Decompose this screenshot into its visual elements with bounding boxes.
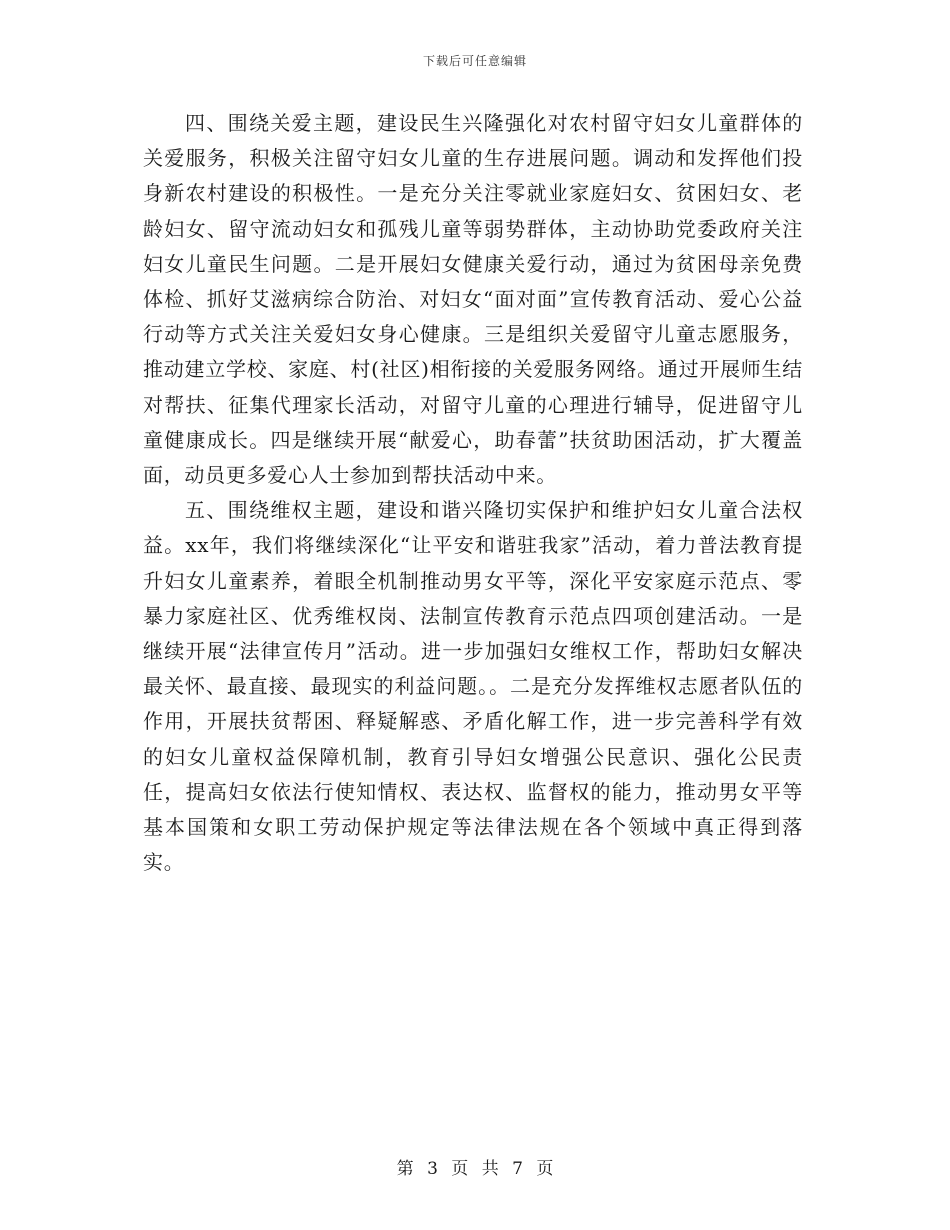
page-header-note: 下载后可任意编辑 [422, 54, 527, 68]
document-body [143, 106, 803, 880]
page-number: 3 [427, 1159, 438, 1179]
paragraph-care-theme: 四、围绕关爱主题，建设民生兴隆强化对农村留守妇女儿童群体的关爱服务，积极关注留守妇女儿童的生存进展问题。调动和发挥他们投身新农村建设的积极性。一是充分关注零就业家庭妇女、贫困妇女、老龄妇女、留守流动妇女和孤残儿童等弱势群体，主动协助党委政府关注妇女儿童民生问题。二是开展妇女健康关爱行动，通过为贫困母亲免费体检、抓好艾滋病综合防治、对妇女“面对面”宣传教育活动、爱心公益行动等方式关注关爱妇女身心健康。三是组织关爱留守儿童志愿服务，推动建立学校、家庭、村(社区)相衔接的关爱服务网络。通过开展师生结对帮扶、征集代理家长活动，对留守儿童的心理进行辅导，促进留守儿童健康成长。四是继续开展“献爱心，助春蕾”扶贫助困活动，扩大覆盖面，动员更多爱心人士参加到帮扶活动中来。 [143, 111, 803, 488]
page-label-mid: 页 [451, 1159, 469, 1179]
page-label-prefix: 第 [396, 1159, 414, 1179]
paragraph-rights-theme: 五、围绕维权主题，建设和谐兴隆切实保护和维护妇女儿童合法权益。xx年，我们将继续深化“让平安和谐驻我家”活动，着力普法教育提升妇女儿童素养，着眼全机制推动男女平等，深化平安家庭示范点、零暴力家庭社区、优秀维权岗、法制宣传教育示范点四项创建活动。一是继续开展“法律宣传月”活动。进一步加强妇女维权工作，帮助妇女解决最关怀、最直接、最现实的利益问题。。二是充分发挥维权志愿者队伍的作用，开展扶贫帮困、释疑解惑、矛盾化解工作，进一步完善科学有效的妇女儿童权益保障机制，教育引导妇女增强公民意识、强化公民责任，提高妇女依法行使知情权、表达权、监督权的能力，推动男女平等基本国策和女职工劳动保护规定等法律法规在各个领域中真正得到落实。 [143, 498, 803, 875]
page-label-suffix: 页 [536, 1159, 554, 1179]
page-total-prefix: 共 [481, 1159, 499, 1179]
page-total: 7 [512, 1159, 523, 1179]
page-footer [0, 1154, 950, 1179]
